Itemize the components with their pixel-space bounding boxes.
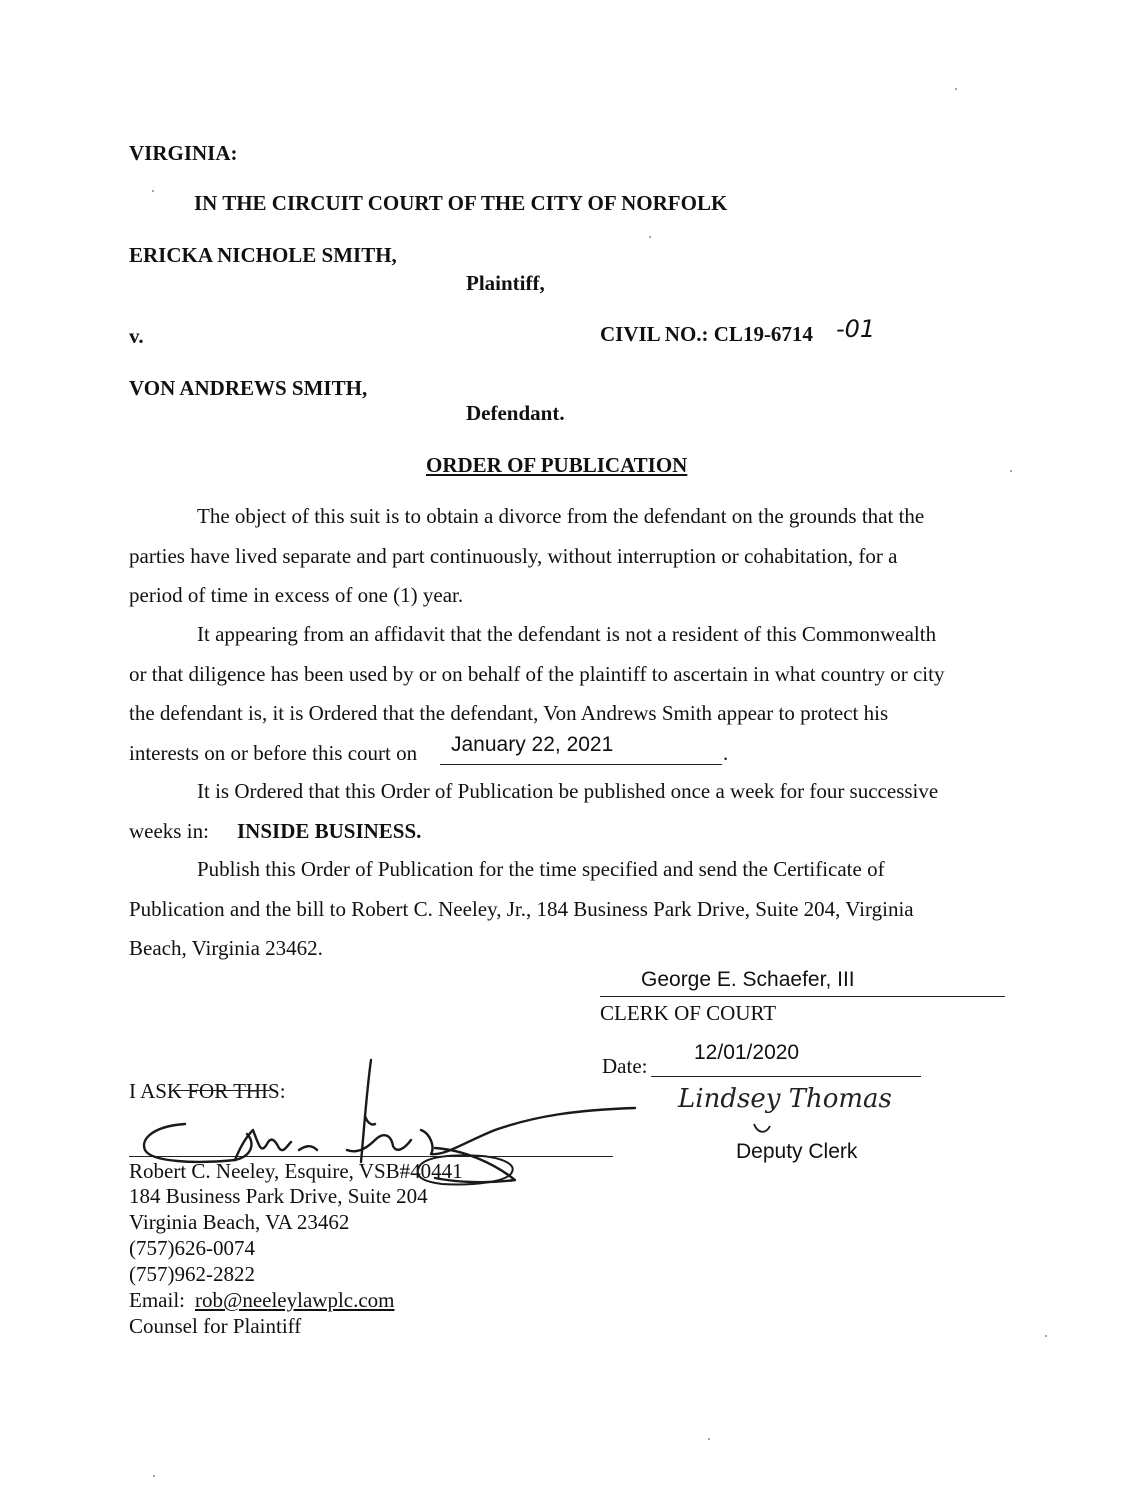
- versus: v.: [129, 324, 144, 348]
- plaintiff-name: ERICKA NICHOLE SMITH,: [129, 243, 397, 267]
- counsel-name-line: Robert C. Neeley, Esquire, VSB#40441: [129, 1159, 463, 1183]
- state-heading: VIRGINIA:: [129, 141, 238, 165]
- counsel-email-label: Email:: [129, 1288, 185, 1312]
- paragraph-line: period of time in excess of one (1) year.: [129, 583, 464, 607]
- scan-speck: [955, 88, 957, 90]
- ask-for-this-label: I ASK FOR THIS:: [129, 1079, 286, 1103]
- paragraph-line: Publication and the bill to Robert C. Neeley, Jr., 184 Business Park Drive, Suite 204, Virginia: [129, 896, 914, 921]
- paragraph-line: It appearing from an affidavit that the defendant is not a resident of this Commonwealth: [197, 622, 937, 646]
- defendant-name: VON ANDREWS SMITH,: [129, 376, 368, 400]
- publication-name: INSIDE BUSINESS.: [237, 819, 422, 843]
- appearance-date-period: .: [723, 741, 729, 765]
- paragraph-certificate: [129, 850, 914, 969]
- paragraph-line: or that diligence has been used by or on behalf of the plaintiff to ascertain in what country or city: [129, 661, 945, 686]
- clerk-title: CLERK OF COURT: [600, 1001, 777, 1025]
- date-underline: [651, 1076, 921, 1077]
- counsel-email-link[interactable]: rob@neeleylawplc.com: [195, 1288, 395, 1312]
- clerk-signature-line: [600, 996, 1005, 997]
- paragraph-line: parties have lived separate and part continuously, without interruption or cohabitation, for a: [129, 543, 898, 568]
- clerk-name: George E. Schaefer, III: [641, 968, 855, 991]
- scan-speck: [152, 190, 154, 192]
- counsel-address-line1: 184 Business Park Drive, Suite 204: [129, 1184, 428, 1208]
- scan-speck: [708, 1438, 710, 1440]
- counsel-role: Counsel for Plaintiff: [129, 1314, 302, 1338]
- publication-order-line: It is Ordered that this Order of Publication be published once a week for four successive: [197, 779, 939, 803]
- counsel-signature-scribble: [135, 1058, 655, 1188]
- defendant-label: Defendant.: [466, 401, 565, 425]
- publication-prefix: weeks in:: [129, 819, 209, 843]
- document-title: ORDER OF PUBLICATION: [426, 453, 688, 477]
- paragraph-line: Beach, Virginia 23462.: [129, 936, 323, 960]
- civil-number: CIVIL NO.: CL19-6714: [600, 322, 813, 346]
- plaintiff-label: Plaintiff,: [466, 271, 545, 295]
- scan-speck: [649, 236, 651, 238]
- date-value: 12/01/2020: [694, 1041, 800, 1064]
- paragraph-object-of-suit: [129, 497, 924, 616]
- counsel-address-line2: Virginia Beach, VA 23462: [129, 1210, 350, 1234]
- appearance-date-underline: [440, 764, 722, 765]
- deputy-clerk-title: Deputy Clerk: [736, 1140, 858, 1163]
- paragraph-affidavit: [129, 615, 944, 734]
- paragraph-line: the defendant is, it is Ordered that the defendant, Von Andrews Smith appear to protect his: [129, 701, 889, 725]
- scan-speck: [1045, 1335, 1047, 1337]
- counsel-phone2: (757)962-2822: [129, 1262, 255, 1286]
- appearance-date-value: January 22, 2021: [451, 733, 614, 756]
- scan-speck: [153, 1475, 155, 1477]
- court-heading: IN THE CIRCUIT COURT OF THE CITY OF NORFOLK: [194, 191, 728, 215]
- scan-speck: [1010, 470, 1012, 472]
- paragraph-line: The object of this suit is to obtain a divorce from the defendant on the grounds that the: [197, 504, 925, 528]
- appearance-date-prefix: interests on or before this court on: [129, 741, 418, 765]
- counsel-phone1: (757)626-0074: [129, 1236, 255, 1260]
- vsb-number-circle: [412, 1150, 522, 1190]
- date-label: Date:: [602, 1054, 648, 1078]
- civil-number-handwritten-suffix: -01: [836, 315, 876, 343]
- paragraph-line: Publish this Order of Publication for the time specified and send the Certificate of: [197, 857, 885, 881]
- deputy-signature-flourish: [750, 1120, 810, 1140]
- deputy-clerk-signature: Lindsey Thomas: [678, 1084, 892, 1114]
